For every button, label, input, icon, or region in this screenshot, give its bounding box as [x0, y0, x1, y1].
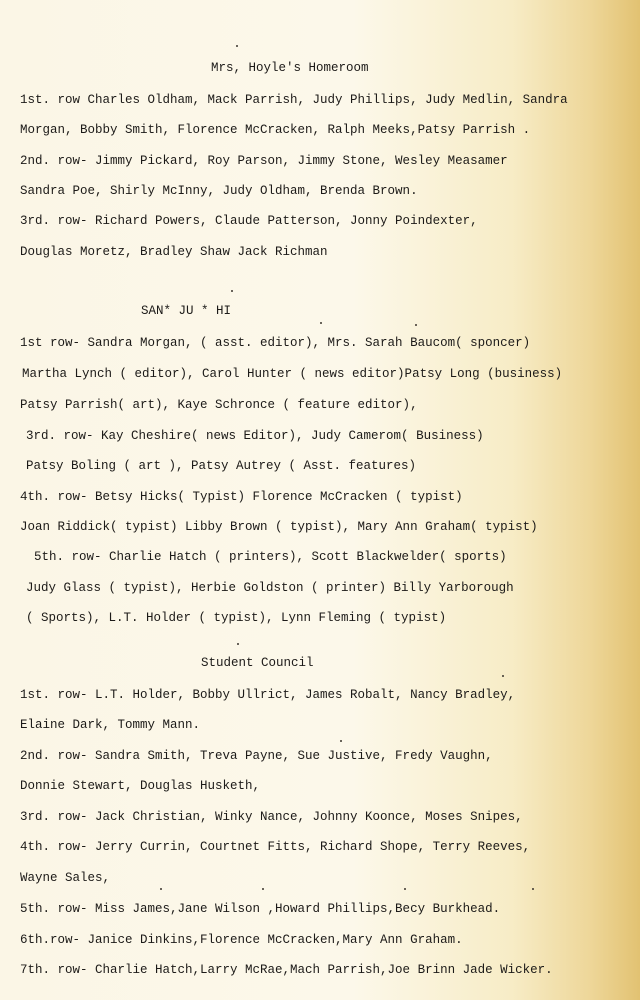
speck [532, 888, 534, 890]
section-title-homeroom: Mrs, Hoyle's Homeroom [211, 61, 369, 75]
text-line: Patsy Boling ( art ), Patsy Autrey ( Asst. features) [26, 459, 417, 473]
text-line: 4th. row- Betsy Hicks( Typist) Florence McCracken ( typist) [20, 490, 463, 504]
text-line: Joan Riddick( typist) Libby Brown ( typist), Mary Ann Graham( typist) [20, 520, 538, 534]
speck [502, 675, 504, 677]
speck [320, 322, 322, 324]
text-line: Martha Lynch ( editor), Carol Hunter ( news editor)Patsy Long (business) [22, 367, 563, 381]
speck [404, 888, 406, 890]
speck [262, 888, 264, 890]
text-line: Sandra Poe, Shirly McInny, Judy Oldham, Brenda Brown. [20, 184, 418, 198]
text-line: 2nd. row- Jimmy Pickard, Roy Parson, Jimmy Stone, Wesley Measamer [20, 154, 508, 168]
speck [340, 740, 342, 742]
text-line: 3rd. row- Richard Powers, Claude Patterson, Jonny Poindexter, [20, 214, 478, 228]
text-line: 1st row- Sandra Morgan, ( asst. editor), Mrs. Sarah Baucom( sponcer) [20, 336, 531, 350]
text-line: 1st. row- L.T. Holder, Bobby Ullrict, James Robalt, Nancy Bradley, [20, 688, 516, 702]
text-line: 2nd. row- Sandra Smith, Treva Payne, Sue Justive, Fredy Vaughn, [20, 749, 493, 763]
text-line: Donnie Stewart, Douglas Husketh, [20, 779, 261, 793]
text-line: 5th. row- Miss James,Jane Wilson ,Howard Phillips,Becy Burkhead. [20, 902, 501, 916]
speck [160, 888, 162, 890]
text-line: Judy Glass ( typist), Herbie Goldston ( printer) Billy Yarborough [26, 581, 514, 595]
speck [415, 324, 417, 326]
speck [237, 643, 239, 645]
text-line: 1st. row Charles Oldham, Mack Parrish, Judy Phillips, Judy Medlin, Sandra [20, 93, 568, 107]
text-line: 3rd. row- Kay Cheshire( news Editor), Judy Camerom( Business) [26, 429, 484, 443]
section-title-san-ju-hi: SAN* JU * HI [141, 304, 232, 318]
text-line: 4th. row- Jerry Currin, Courtnet Fitts, Richard Shope, Terry Reeves, [20, 840, 531, 854]
text-line: Morgan, Bobby Smith, Florence McCracken, Ralph Meeks,Patsy Parrish . [20, 123, 531, 137]
text-line: Elaine Dark, Tommy Mann. [20, 718, 201, 732]
section-title-student-council: Student Council [201, 656, 314, 670]
text-line: Douglas Moretz, Bradley Shaw Jack Richman [20, 245, 328, 259]
text-line: 7th. row- Charlie Hatch,Larry McRae,Mach Parrish,Joe Brinn Jade Wicker. [20, 963, 553, 977]
text-line: Wayne Sales, [20, 871, 111, 885]
speck [236, 45, 238, 47]
text-line: ( Sports), L.T. Holder ( typist), Lynn Fleming ( typist) [26, 611, 447, 625]
text-line: 3rd. row- Jack Christian, Winky Nance, Johnny Koonce, Moses Snipes, [20, 810, 523, 824]
text-line: 6th.row- Janice Dinkins,Florence McCracken,Mary Ann Graham. [20, 933, 463, 947]
speck [231, 290, 233, 292]
text-line: 5th. row- Charlie Hatch ( printers), Scott Blackwelder( sports) [34, 550, 507, 564]
text-line: Patsy Parrish( art), Kaye Schronce ( feature editor), [20, 398, 418, 412]
